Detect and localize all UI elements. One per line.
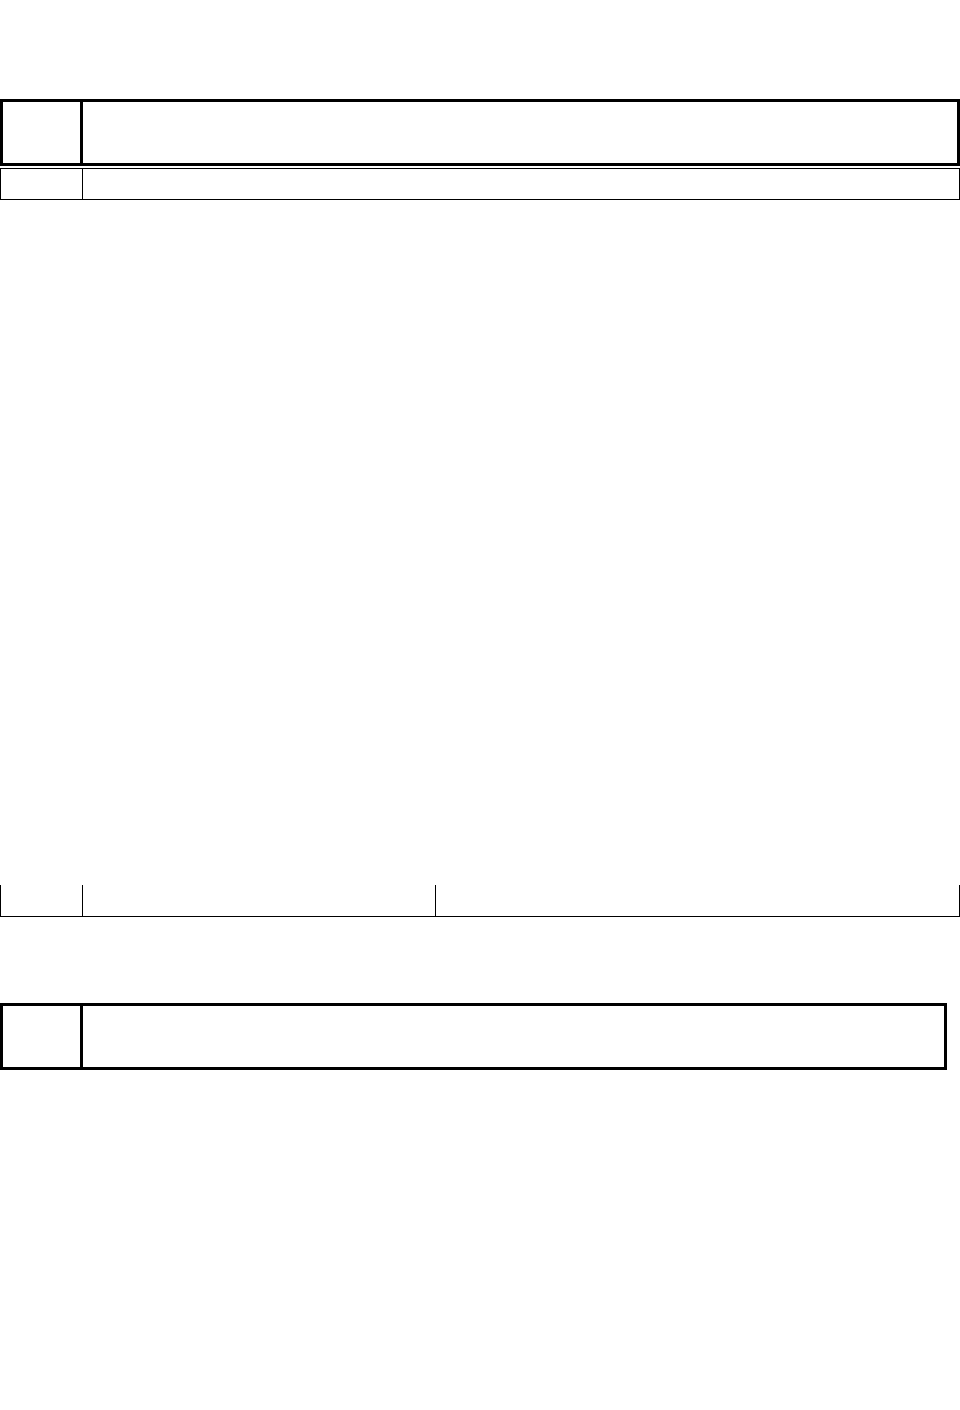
section-9-header — [0, 99, 960, 166]
subsection-9-2-row — [0, 885, 960, 917]
section-10-number — [3, 1006, 83, 1067]
section-9-number — [3, 102, 83, 163]
section-10-header — [0, 1003, 947, 1070]
subsection-9-1-row — [0, 168, 960, 200]
